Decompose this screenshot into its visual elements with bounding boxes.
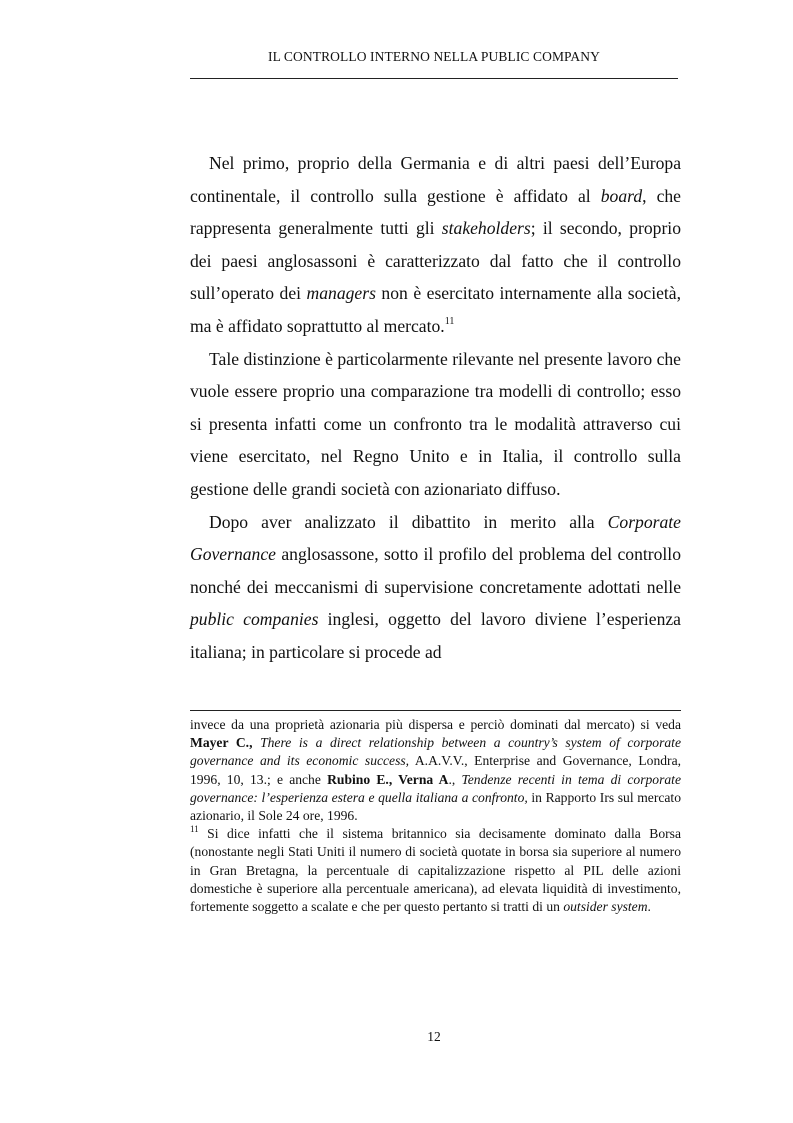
p1-text-3: ; il secondo, proprio dei paesi anglosassoni è caratterizzato dal fatto che il controllo sull’operato dei: [190, 218, 681, 304]
fn-cont-text-4: in Rapporto Irs sul mercato azionario, il Sole 24 ore, 1996.: [190, 789, 682, 824]
p1-text-4: non è esercitato internamente alla società, ma è affidato soprattutto al mercato.: [190, 283, 682, 336]
p1-text-1: Nel primo, proprio della Germania e di altri paesi dell’Europa continentale, il controllo sulla gestione è affidato al: [190, 153, 681, 206]
footnote-11: [190, 825, 681, 916]
p1-text-2: , che rappresenta generalmente tutti gli: [190, 185, 681, 239]
header-rule: [190, 78, 678, 79]
paragraph-1: [190, 147, 681, 343]
fn-cont-text-3: .,: [448, 771, 462, 787]
fn-cont-title-rubino: Tendenze recenti in tema di corporate governance: l’esperienza estera e quella italiana a confronto,: [190, 771, 681, 805]
p3-italic-public-companies: public companies: [190, 609, 319, 630]
footnote-rule: [190, 710, 681, 711]
fn11-text-2: .: [647, 899, 651, 915]
body-text: [190, 147, 681, 669]
p3-text-3: inglesi, oggetto del lavoro diviene l’esperienza italiana; in particolare si procede ad: [190, 609, 681, 662]
p2-text-1: Tale distinzione è particolarmente rilevante nel presente lavoro che vuole essere proprio una comparazione tra modelli di controllo; esso si presenta infatti come un confronto tra le modalità attraverso cui viene esercitato, nel Regno Unito e in Italia, il controllo sulla gestione delle grandi società con azionariato diffuso.: [190, 348, 681, 499]
fn-cont-author-mayer: Mayer C.,: [190, 735, 253, 751]
footnotes: [190, 716, 681, 916]
p3-text-1: Dopo aver analizzato il dibattito in merito alla: [209, 511, 608, 532]
p1-italic-managers: managers: [306, 283, 376, 304]
fn-cont-title-mayer: There is a direct relationship between a country’s system of corporate governance and its economic success,: [190, 735, 681, 769]
fn-cont-author-rubino: Rubino E., Verna A: [327, 771, 449, 787]
footnote-ref-11[interactable]: 11: [444, 315, 455, 327]
paragraph-3: [190, 506, 681, 669]
running-header: IL CONTROLLO INTERNO NELLA PUBLIC COMPANY: [268, 49, 600, 64]
p3-italic-corporate-governance: Corporate Governance: [190, 511, 681, 565]
fn11-italic-outsider-system: outsider system: [563, 899, 648, 915]
p1-italic-board: board: [600, 185, 643, 206]
fn-cont-text-2: A.A.V.V., Enterprise and Governance, Londra, 1996, 10, 13.; e anche: [190, 753, 682, 787]
page-number: 12: [427, 1029, 441, 1044]
fn11-text-1: Si dice infatti che il sistema britannico sia decisamente dominato dalla Borsa (nonostante negli Stati Uniti il numero di società quotate in borsa sia superiore al numero in Gran Bretagna, la percentuale di capitalizzazione rispetto al PIL delle azioni domestiche è superiore alla percentuale americana), ad elevata liquidità di investimento, fortemente soggetto a scalate e che per questo pertanto si tratti di un: [190, 826, 681, 915]
p1-italic-stakeholders: stakeholders: [441, 218, 531, 239]
footnote-continuation: [190, 716, 681, 825]
p3-text-2: anglosassone, sotto il profilo del problema del controllo nonché dei meccanismi di supervisione concretamente adottati nelle: [190, 544, 681, 597]
footnote-11-number: 11: [190, 824, 199, 835]
fn-cont-text-1: invece da una proprietà azionaria più dispersa e perciò dominati dal mercato) si veda: [190, 717, 681, 732]
paragraph-2: [190, 343, 681, 506]
